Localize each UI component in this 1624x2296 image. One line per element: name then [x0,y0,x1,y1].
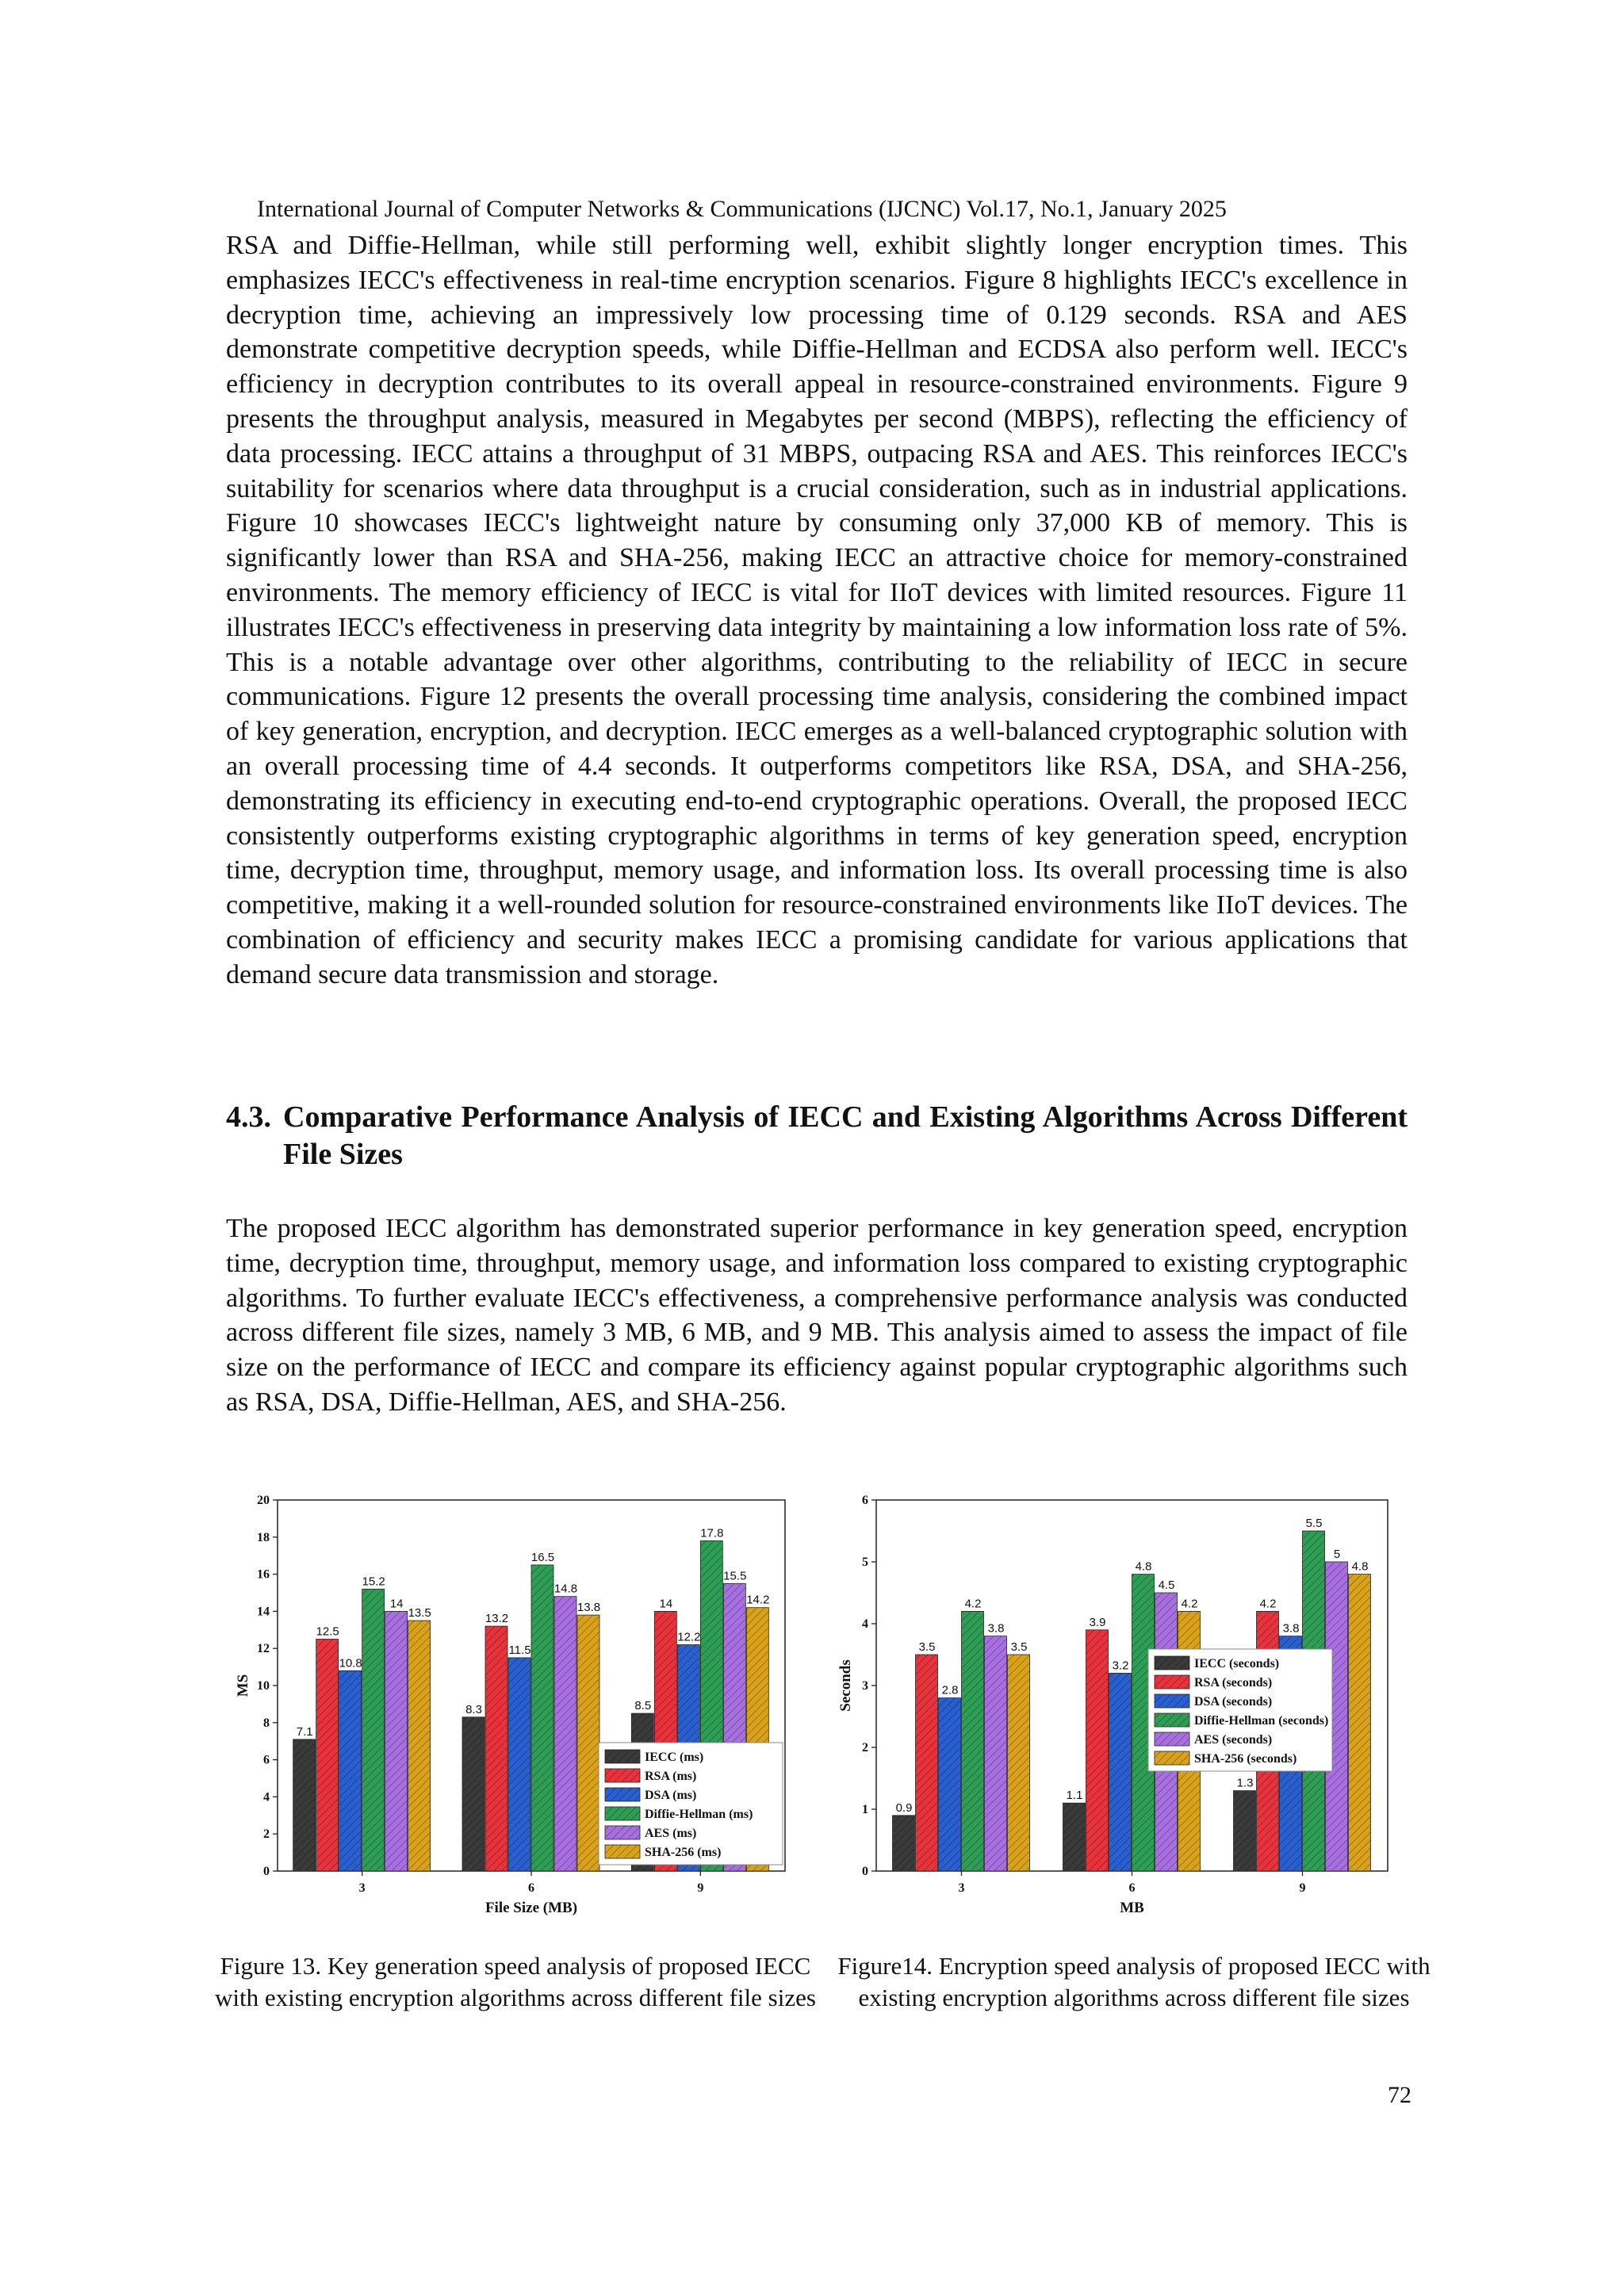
bar [485,1626,508,1871]
y-tick-label: 18 [257,1530,270,1544]
bar-value-label: 7.1 [296,1724,313,1739]
bar-value-label: 2.8 [941,1683,959,1697]
bar [939,1698,961,1871]
legend-label: Diffie-Hellman (ms) [645,1808,753,1821]
page-number: 72 [1388,2082,1411,2108]
legend-swatch [1155,1713,1189,1727]
y-tick-label: 6 [862,1494,868,1507]
bar [1086,1630,1109,1871]
bar-value-label: 13.2 [485,1612,509,1626]
bar-value-label: 14.8 [553,1582,578,1596]
legend-swatch [1155,1751,1189,1765]
bar [408,1621,431,1871]
bar [1008,1655,1030,1871]
bar-value-label: 12.2 [677,1630,701,1644]
bar [1234,1791,1256,1871]
legend-label: SHA-256 (ms) [645,1846,722,1859]
bar-value-label: 17.8 [700,1526,724,1540]
bar [385,1611,408,1871]
y-tick-label: 4 [263,1790,270,1804]
y-tick-label: 2 [862,1741,868,1755]
bar-value-label: 14.2 [746,1593,770,1607]
legend-label: IECC (seconds) [1194,1657,1280,1670]
y-tick-label: 20 [257,1494,270,1507]
bar-value-label: 14 [659,1597,673,1611]
bar-value-label: 1.1 [1066,1789,1083,1803]
legend-swatch [605,1826,640,1839]
chart-13-svg [230,1490,801,1934]
y-tick-label: 6 [263,1753,270,1767]
legend-swatch [605,1750,640,1763]
bar-value-label: 3.2 [1112,1659,1129,1673]
bar-value-label: 15.2 [362,1575,385,1589]
bar-value-label: 4.2 [1259,1597,1277,1611]
bar-value-label: 4.2 [964,1597,982,1611]
legend-label: SHA-256 (seconds) [1194,1752,1297,1766]
x-tick-label: 6 [1128,1881,1136,1895]
legend-label: RSA (ms) [645,1770,697,1783]
legend-swatch [1155,1732,1189,1746]
y-tick-label: 2 [263,1827,270,1842]
bar-value-label: 15.5 [723,1569,747,1583]
legend-label: DSA (ms) [645,1789,697,1802]
legend-swatch [1155,1675,1189,1689]
bar [508,1658,530,1871]
bar-value-label: 3.9 [1089,1615,1106,1629]
bar-value-label: 11.5 [508,1643,531,1657]
bar-value-label: 10.8 [339,1656,362,1670]
bar-value-label: 14 [389,1597,404,1611]
legend-label: RSA (seconds) [1194,1676,1273,1689]
bar-value-label: 13.5 [408,1606,431,1621]
bar-value-label: 4.5 [1158,1578,1175,1592]
section-title: Comparative Performance Analysis of IECC and Existing Algorithms Across Different File Sizes [283,1100,1408,1171]
x-axis-title: File Size (MB) [485,1900,578,1916]
section-number: 4.3. [226,1100,271,1134]
figure-13-caption: Figure 13. Key generation speed analysis of proposed IECC with existing encryption algorithms across different file sizes [215,1952,816,2011]
body-paragraph-2: The proposed IECC algorithm has demonstrated superior performance in key generation speed, encryption time, decryption time, throughput, memory usage, and information loss compared to existing cryptographic algorithms. To further evaluate IECC's effectiveness, a comprehensive performance analysis was conducted across different file sizes, namely 3 MB, 6 MB, and 9 MB. This analysis aimed to assess the impact of file size on the performance of IECC and compare its efficiency against popular cryptographic algorithms such as RSA, DSA, Diffie-Hellman, AES, and SHA-256. [226,1214,1408,1417]
chart-14-svg [833,1490,1404,1934]
legend [599,1743,783,1865]
legend-swatch [605,1845,640,1858]
bar-value-label: 4.8 [1135,1559,1152,1574]
figure-14-encryption-speed-chart [833,1490,1404,1934]
legend-swatch [605,1788,640,1801]
x-axis-title: MB [1120,1900,1144,1916]
x-tick-label: 9 [697,1881,704,1895]
bar [1063,1803,1086,1871]
legend-swatch [605,1769,640,1782]
x-tick-label: 6 [528,1881,534,1895]
section-heading [226,1099,1408,1173]
bar-value-label: 12.5 [316,1624,339,1639]
body-paragraph-1: RSA and Diffie-Hellman, while still performing well, exhibit slightly longer encryption times. This emphasizes IECC's effectiveness in real-time encryption scenarios. Figure 8 highlights IECC's excellence in decryption time, achieving an impressively low processing time of 0.129 seconds. RSA and AES demonstrate competitive decryption speeds, while Diffie-Hellman and ECDSA also perform well. IECC's efficiency in decryption contributes to its overall appeal in resource-constrained environments. Figure 9 presents the throughput analysis, measured in Megabytes per second (MBPS), reflecting the efficiency of data processing. IECC attains a throughput of 31 MBPS, outpacing RSA and AES. This reinforces IECC's suitability for scenarios where data throughput is a crucial consideration, such as in industrial applications. Figure 10 showcases IECC's lightweight nature by consuming only 37,000 KB of memory. This is significantly lower than RSA and SHA-256, making IECC an attractive choice for memory-constrained environments. The memory efficiency of IECC is vital for IIoT devices with limited resources. Figure 11 illustrates IECC's effectiveness in preserving data integrity by maintaining a low information loss rate of 5%. This is a notable advantage over other algorithms, contributing to the reliability of IECC in secure communications. Figure 12 presents the overall processing time analysis, considering the combined impact of key generation, encryption, and decryption. IECC emerges as a well-balanced cryptographic solution with an overall processing time of 4.4 seconds. It outperforms competitors like RSA, DSA, and SHA-256, demonstrating its efficiency in executing end-to-end cryptographic operations. Overall, the proposed IECC consistently outperforms existing cryptographic algorithms in terms of key generation speed, encryption time, decryption time, throughput, memory usage, and information loss. Its overall processing time is also competitive, making it a well-rounded solution for resource-constrained environments like IIoT devices. The combination of efficiency and security makes IECC a promising candidate for various applications that demand secure data transmission and storage. [226,231,1408,989]
y-tick-label: 0 [263,1865,270,1878]
x-tick-label: 3 [358,1881,366,1895]
bar-value-label: 3.5 [1010,1640,1028,1654]
x-tick-label: 9 [1299,1881,1306,1895]
legend-label: Diffie-Hellman (seconds) [1194,1714,1329,1728]
bar [362,1589,385,1871]
bar [554,1597,576,1871]
bar-value-label: 16.5 [530,1550,555,1564]
y-tick-label: 12 [257,1642,270,1656]
y-tick-label: 3 [862,1679,868,1693]
bar-value-label: 5 [1333,1548,1341,1561]
y-tick-label: 10 [257,1679,270,1693]
y-tick-label: 14 [257,1605,270,1619]
y-axis-title: Seconds [837,1659,854,1712]
journal-header: International Journal of Computer Networks & Communications (IJCNC) Vol.17, No.1, January 2025 [257,196,1227,222]
bar [985,1636,1007,1871]
legend-swatch [1155,1656,1189,1670]
y-axis-title: MS [235,1674,251,1697]
bar-value-label: 4.8 [1351,1559,1369,1574]
y-tick-label: 4 [862,1617,868,1631]
legend-label: IECC (ms) [645,1751,704,1764]
figure-13-key-generation-chart [230,1490,801,1934]
legend-label: DSA (seconds) [1194,1695,1273,1709]
x-tick-label: 3 [958,1881,965,1895]
y-tick-label: 8 [263,1716,270,1730]
bar [916,1655,938,1871]
bar [293,1739,316,1871]
bar-value-label: 3.5 [918,1640,936,1654]
legend [1148,1649,1332,1771]
bar [531,1565,553,1871]
bar-value-label: 8.5 [634,1699,652,1713]
legend-swatch [605,1807,640,1820]
bar [962,1611,984,1871]
y-tick-label: 0 [862,1865,868,1878]
bar [893,1816,915,1871]
legend-swatch [1155,1694,1189,1708]
bar-value-label: 13.8 [576,1601,601,1615]
legend-label: AES (seconds) [1194,1733,1273,1747]
bar-value-label: 8.3 [465,1702,482,1716]
bar [1109,1673,1132,1871]
bar [339,1670,362,1871]
bar [577,1615,599,1871]
bar-value-label: 0.9 [895,1800,913,1815]
bar-value-label: 4.2 [1181,1597,1198,1611]
bar [462,1717,485,1871]
y-tick-label: 16 [257,1567,270,1582]
bar-value-label: 3.8 [1282,1621,1300,1636]
bar [316,1640,339,1872]
bar-value-label: 1.3 [1236,1776,1254,1790]
figure-14-caption: Figure14. Encryption speed analysis of proposed IECC with existing encryption algorithms across different file sizes [837,1952,1431,2011]
bar-value-label: 3.8 [987,1621,1005,1636]
bar [1349,1575,1371,1871]
legend-label: AES (ms) [645,1827,697,1840]
y-tick-label: 1 [862,1803,868,1816]
y-tick-label: 5 [862,1556,868,1569]
bar-value-label: 5.5 [1305,1517,1323,1530]
